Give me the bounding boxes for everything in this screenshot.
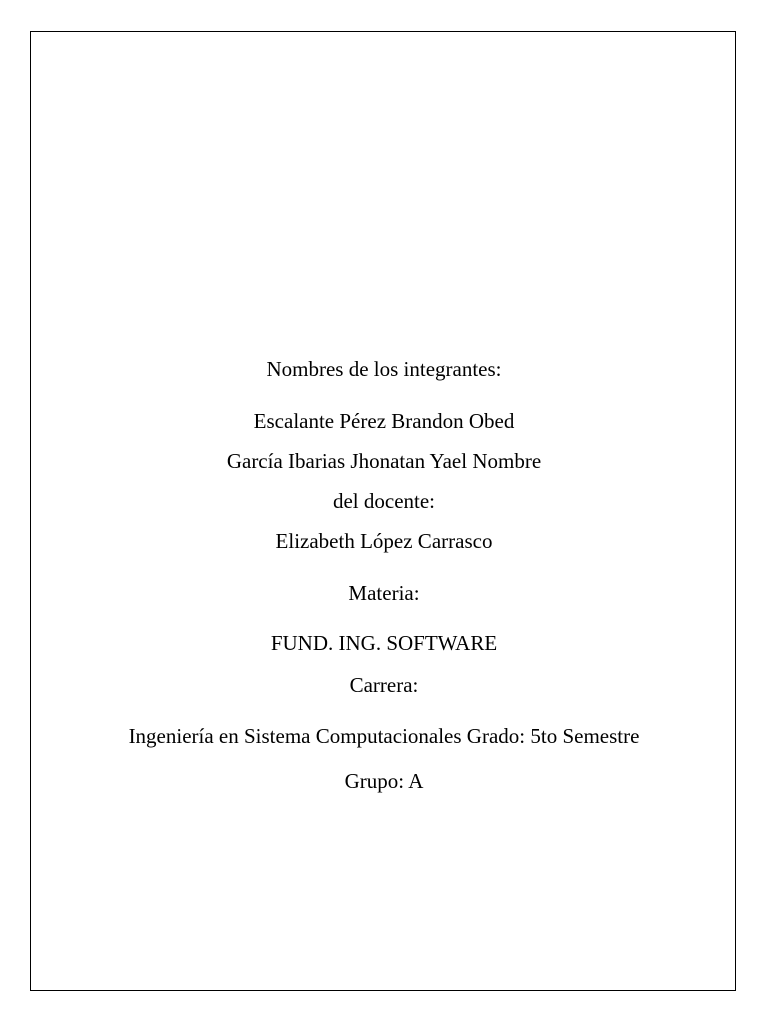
subject-heading: Materia: [348, 581, 420, 605]
teacher-name: Elizabeth López Carrasco [275, 529, 493, 553]
members-heading: Nombres de los integrantes: [266, 357, 502, 381]
group-label: Grupo: A [344, 769, 424, 793]
member-name-2: García Ibarias Jhonatan Yael Nombre [226, 449, 542, 473]
subject-name: FUND. ING. SOFTWARE [270, 631, 498, 655]
career-and-grade: Ingeniería en Sistema Computacionales Grado: 5to Semestre [128, 724, 640, 748]
teacher-heading: del docente: [332, 489, 436, 513]
career-heading: Carrera: [349, 673, 419, 697]
member-name-1: Escalante Pérez Brandon Obed [253, 409, 515, 433]
